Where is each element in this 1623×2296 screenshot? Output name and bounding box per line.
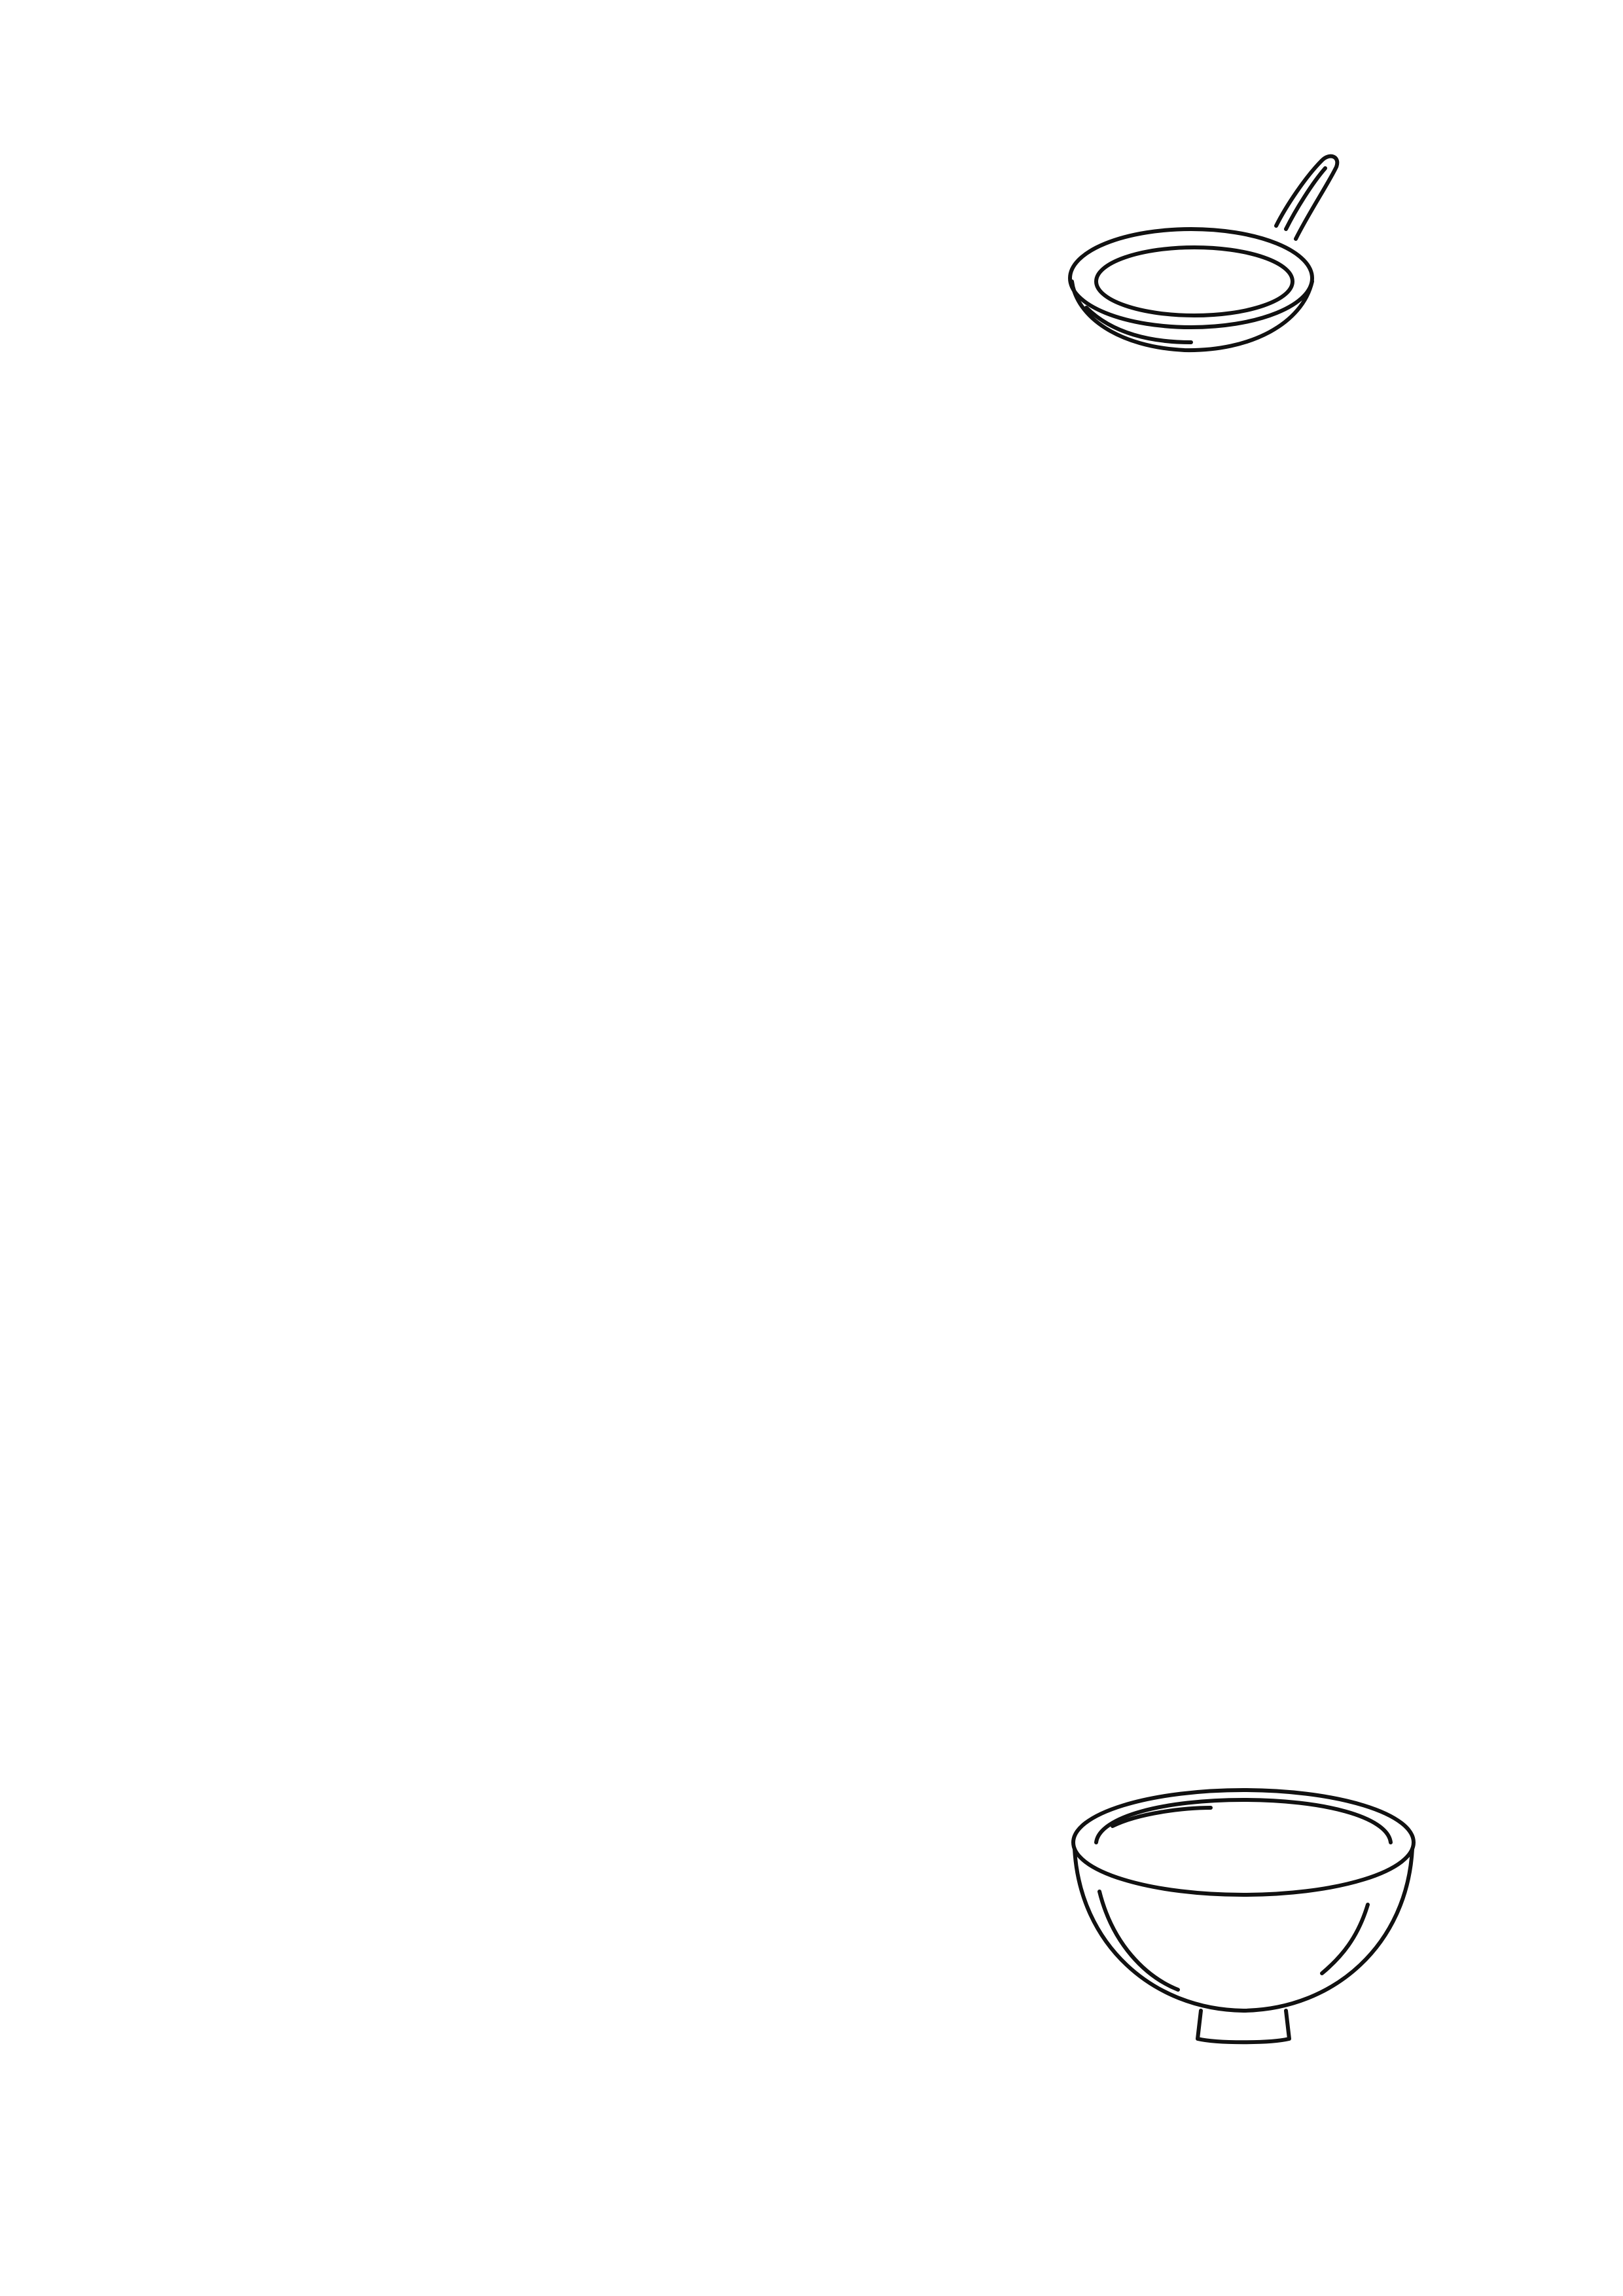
frying-pan-icon (1060, 147, 1342, 370)
bowl-icon (1060, 1780, 1427, 2062)
